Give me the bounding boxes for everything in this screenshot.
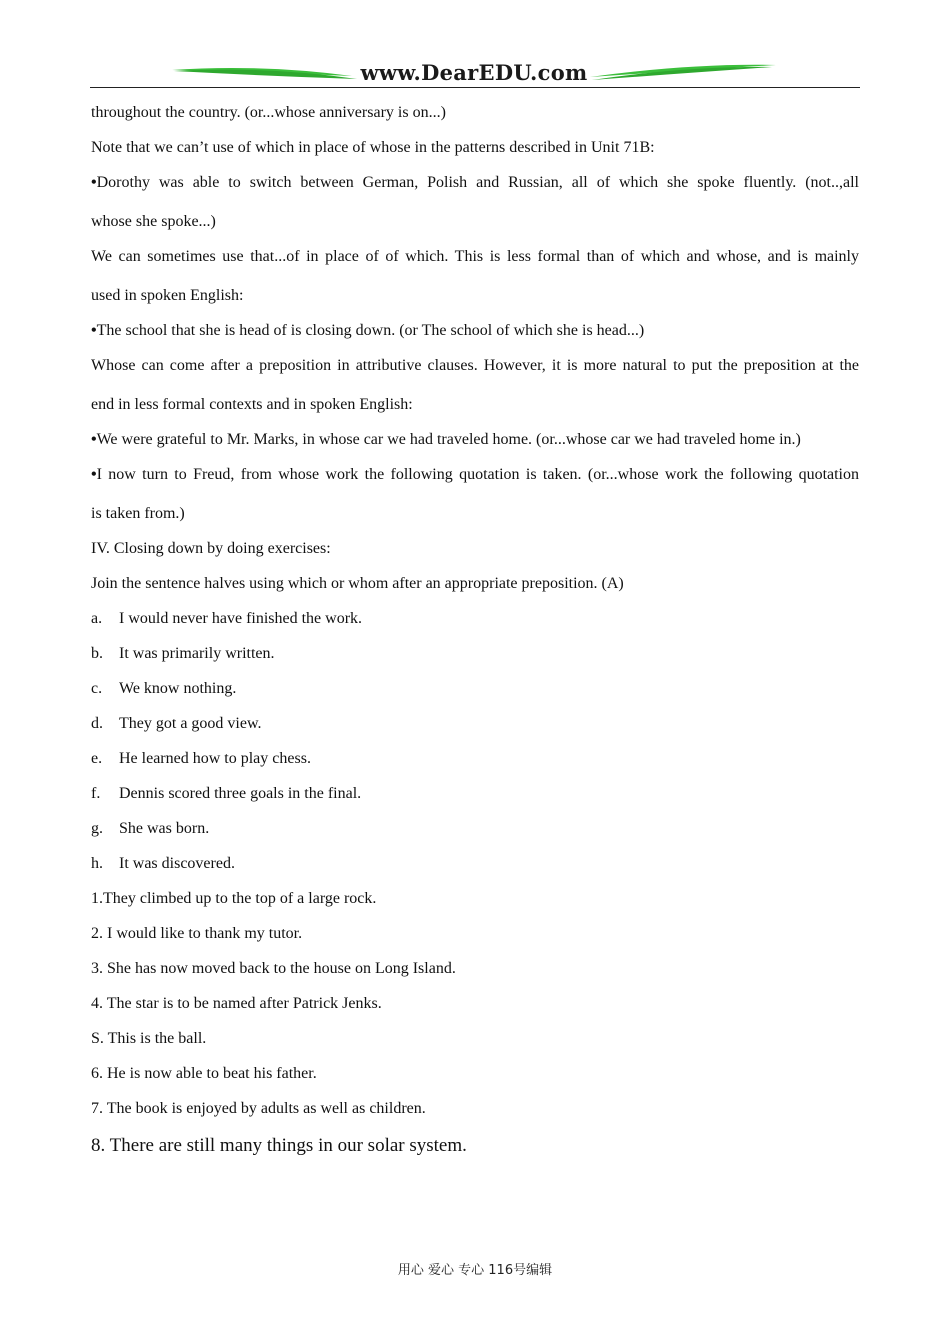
- item-text: We know nothing.: [119, 680, 237, 697]
- list-item: [91, 606, 859, 641]
- paragraph-line: Note that we can’t use of which in place of whose in the patterns described in Unit 71B:: [91, 139, 655, 156]
- numbered-item: 8. There are still many things in our solar system.: [91, 1135, 467, 1156]
- numbered-item: 1.They climbed up to the top of a large rock.: [91, 890, 377, 907]
- numbered-list: [91, 886, 859, 1166]
- item-letter: g.: [91, 820, 103, 837]
- list-item: [91, 641, 859, 676]
- lettered-list: [91, 606, 859, 886]
- example-bullet: [91, 427, 859, 462]
- list-item: [91, 676, 859, 711]
- list-item: [91, 816, 859, 851]
- paragraph-line: end in less formal contexts and in spoken English:: [91, 396, 413, 413]
- numbered-item: 4. The star is to be named after Patrick Jenks.: [91, 995, 382, 1012]
- item-text: It was primarily written.: [119, 645, 275, 662]
- section-heading: IV. Closing down by doing exercises:: [91, 540, 331, 557]
- example-text: Dorothy was able to switch between German, Polish and Russian, all of which she spoke fluently. (not..,all: [96, 174, 859, 191]
- item-text: They got a good view.: [119, 715, 262, 732]
- paragraph-line: throughout the country. (or...whose anniversary is on...): [91, 104, 446, 121]
- dearedu-logo: [172, 62, 776, 86]
- item-letter: h.: [91, 855, 103, 872]
- item-letter: d.: [91, 715, 103, 732]
- numbered-item: S. This is the ball.: [91, 1030, 207, 1047]
- exercise-instruction: Join the sentence halves using which or whom after an appropriate preposition. (A): [91, 575, 624, 592]
- paragraph-line: We can sometimes use that...of in place of of which. This is less formal than of which and whose, and is mainly: [91, 248, 859, 265]
- list-item: [91, 781, 859, 816]
- item-letter: a.: [91, 610, 103, 627]
- list-item: [91, 711, 859, 746]
- example-bullet: [91, 462, 859, 501]
- item-letter: b.: [91, 645, 103, 662]
- list-item: [91, 746, 859, 781]
- logo-text: www.DearEDU.com: [360, 60, 588, 85]
- paragraph-line: whose she spoke...): [91, 213, 216, 230]
- item-letter: c.: [91, 680, 103, 697]
- example-text: I now turn to Freud, from whose work the following quotation is taken. (or...whose work the following quotation: [96, 466, 859, 483]
- item-text: She was born.: [119, 820, 210, 837]
- example-bullet: [91, 170, 859, 209]
- paragraph-line: is taken from.): [91, 505, 185, 522]
- item-letter: f.: [91, 785, 101, 802]
- document-body: [91, 100, 859, 1166]
- numbered-item: 7. The book is enjoyed by adults as well as children.: [91, 1100, 426, 1117]
- example-text: We were grateful to Mr. Marks, in whose car we had traveled home. (or...whose car we had traveled home in.): [96, 431, 801, 448]
- header-rule: [90, 87, 860, 88]
- item-letter: e.: [91, 750, 103, 767]
- example-bullet: [91, 318, 859, 353]
- numbered-item: 6. He is now able to beat his father.: [91, 1065, 317, 1082]
- numbered-item: 3. She has now moved back to the house on Long Island.: [91, 960, 456, 977]
- page-footer: 用心 爱心 专心 116号编辑: [397, 1263, 553, 1278]
- paragraph-line: used in spoken English:: [91, 287, 244, 304]
- example-text: The school that she is head of is closing down. (or The school of which she is head...): [96, 322, 645, 339]
- list-item: [91, 851, 859, 886]
- item-text: Dennis scored three goals in the final.: [119, 785, 362, 802]
- paragraph-line: Whose can come after a preposition in attributive clauses. However, it is more natural to put the preposition at the: [91, 357, 859, 374]
- item-text: He learned how to play chess.: [119, 750, 311, 767]
- numbered-item: 2. I would like to thank my tutor.: [91, 925, 303, 942]
- page-header: [90, 62, 860, 88]
- item-text: I would never have finished the work.: [119, 610, 363, 627]
- item-text: It was discovered.: [119, 855, 235, 872]
